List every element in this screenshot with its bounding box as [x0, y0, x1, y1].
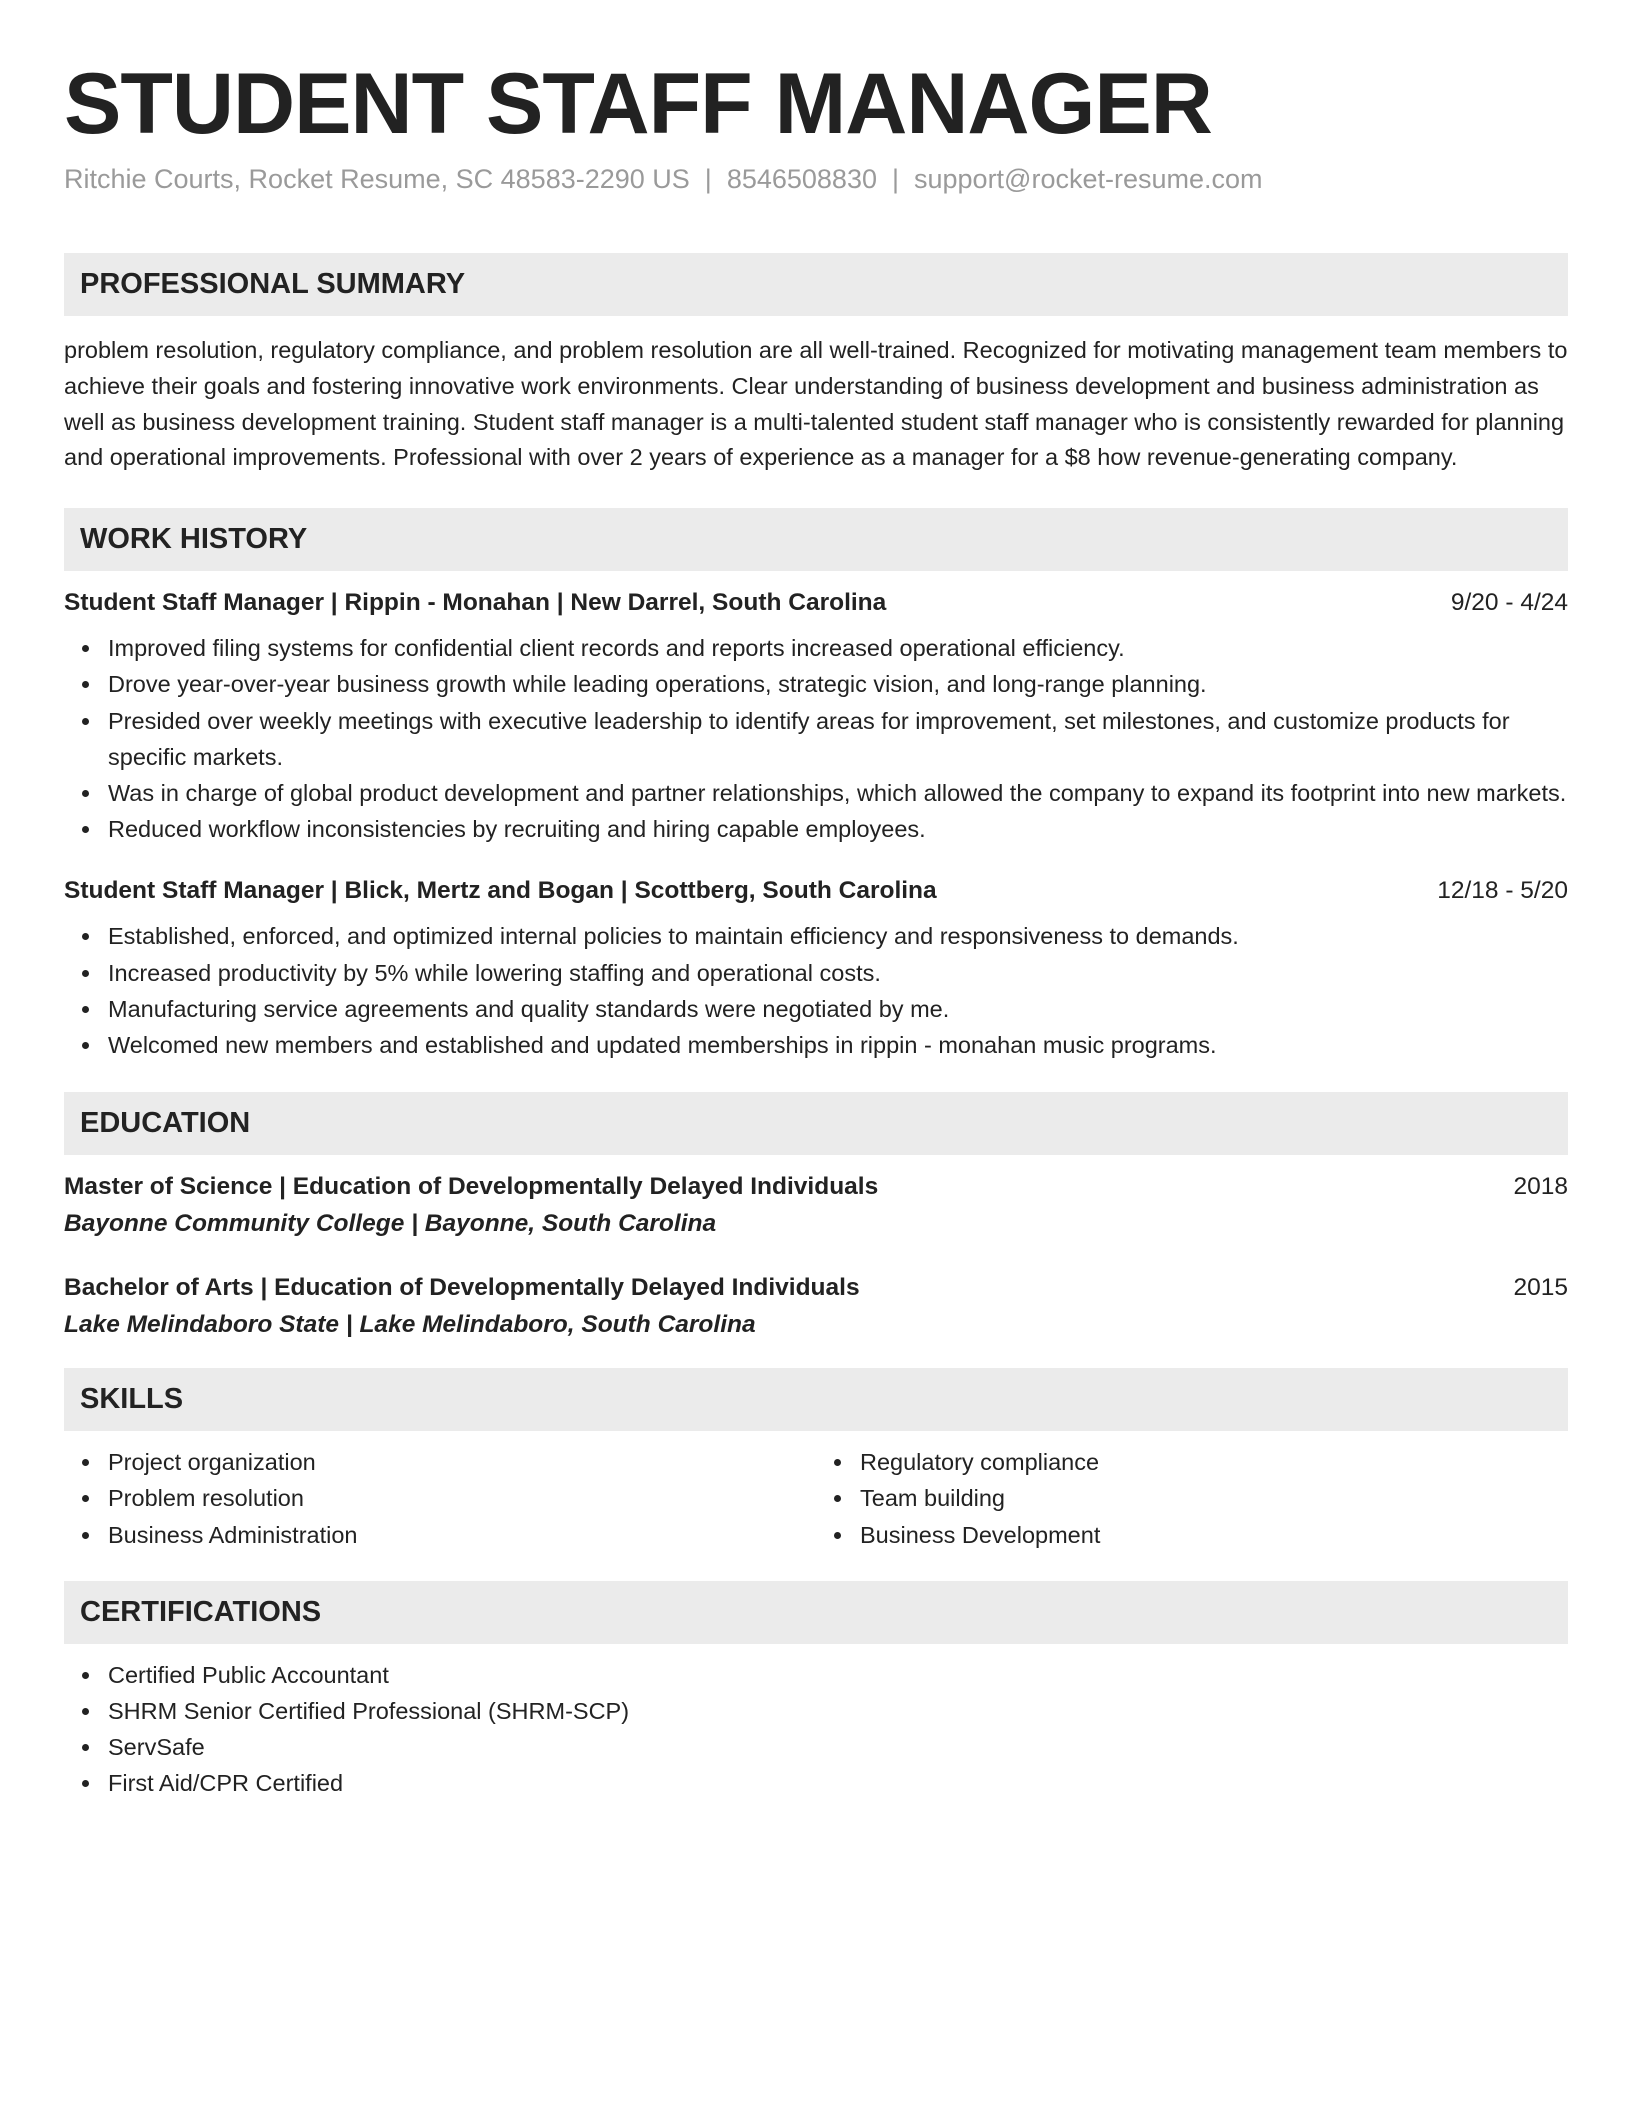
job-bullet-list [64, 918, 1568, 1063]
education-entry [64, 1173, 1568, 1238]
job-title: Student Staff Manager | Rippin - Monahan | New Darrel, South Carolina [64, 589, 887, 617]
section-heading-certifications: CERTIFICATIONS [64, 1581, 1568, 1644]
job-entry [64, 589, 1568, 847]
skills-grid [64, 1431, 1568, 1553]
job-bullet: Increased productivity by 5% while lowering staffing and operational costs. [64, 955, 1568, 991]
education-school: Lake Melindaboro State | Lake Melindaboro, South Carolina [64, 1311, 756, 1339]
job-dates: 12/18 - 5/20 [1437, 877, 1568, 905]
summary-text: problem resolution, regulatory compliance, and problem resolution are all well-trained. Recognized for motivating management team members to achieve their goals and fostering innovative work environments. Clear understanding of business development and business administration as well as business development training. Student staff manager is a multi-talented student staff manager who is consistently rewarded for planning and operational improvements. Professional with over 2 years of experience as a manager for a $8 how revenue-generating company. [64, 337, 1568, 471]
certification-item: First Aid/CPR Certified [64, 1765, 1568, 1801]
education-degree: Master of Science | Education of Developmentally Delayed Individuals [64, 1173, 879, 1201]
job-header [64, 589, 1568, 617]
section-heading-skills: SKILLS [64, 1368, 1568, 1431]
skill-item: Business Administration [64, 1517, 816, 1553]
job-bullet: Reduced workflow inconsistencies by recruiting and hiring capable employees. [64, 811, 1568, 847]
contact-separator: | [891, 164, 899, 194]
education-header [64, 1173, 1568, 1201]
job-dates: 9/20 - 4/24 [1450, 589, 1568, 617]
education-school: Bayonne Community College | Bayonne, South Carolina [64, 1210, 717, 1238]
education-entry [64, 1274, 1568, 1339]
candidate-name: STUDENT STAFF MANAGER [64, 56, 1212, 152]
skill-item: Project organization [64, 1444, 816, 1480]
contact-line [64, 156, 1568, 202]
skill-item: Regulatory compliance [816, 1444, 1568, 1480]
job-entry [64, 877, 1568, 1063]
job-bullet-list [64, 630, 1568, 847]
job-bullet: Manufacturing service agreements and quality standards were negotiated by me. [64, 991, 1568, 1027]
job-bullet: Welcomed new members and established and updated memberships in rippin - monahan music programs. [64, 1027, 1568, 1063]
job-bullet: Was in charge of global product development and partner relationships, which allowed the company to expand its footprint into new markets. [64, 775, 1568, 811]
section-heading-summary: PROFESSIONAL SUMMARY [64, 253, 1568, 316]
job-bullet: Presided over weekly meetings with executive leadership to identify areas for improvement, set milestones, and customize products for specific markets. [64, 703, 1568, 775]
contact-phone: 8546508830 [726, 164, 877, 194]
skill-item: Problem resolution [64, 1480, 816, 1516]
education-year: 2018 [1513, 1173, 1568, 1201]
certification-item: SHRM Senior Certified Professional (SHRM-SCP) [64, 1693, 1568, 1729]
skills-list-right [816, 1444, 1568, 1553]
skill-item: Business Development [816, 1517, 1568, 1553]
job-bullet: Drove year-over-year business growth while leading operations, strategic vision, and long-range planning. [64, 666, 1568, 702]
skill-item: Team building [816, 1480, 1568, 1516]
section-heading-work-history: WORK HISTORY [64, 508, 1568, 571]
contact-email: support@rocket-resume.com [914, 164, 1263, 194]
contact-address: Ritchie Courts, Rocket Resume, SC 48583-2290 US [64, 164, 690, 194]
job-bullet: Established, enforced, and optimized internal policies to maintain efficiency and responsiveness to demands. [64, 918, 1568, 954]
certification-item: Certified Public Accountant [64, 1657, 1568, 1693]
job-title: Student Staff Manager | Blick, Mertz and Bogan | Scottberg, South Carolina [64, 877, 937, 905]
certifications-list [64, 1657, 1568, 1802]
certification-item: ServSafe [64, 1729, 1568, 1765]
job-bullet: Improved filing systems for confidential client records and reports increased operational efficiency. [64, 630, 1568, 666]
section-heading-education: EDUCATION [64, 1092, 1568, 1155]
skills-list-left [64, 1444, 816, 1553]
contact-separator: | [704, 164, 712, 194]
education-year: 2015 [1513, 1274, 1568, 1302]
education-degree: Bachelor of Arts | Education of Developmentally Delayed Individuals [64, 1274, 860, 1302]
education-header [64, 1274, 1568, 1302]
job-header [64, 877, 1568, 905]
